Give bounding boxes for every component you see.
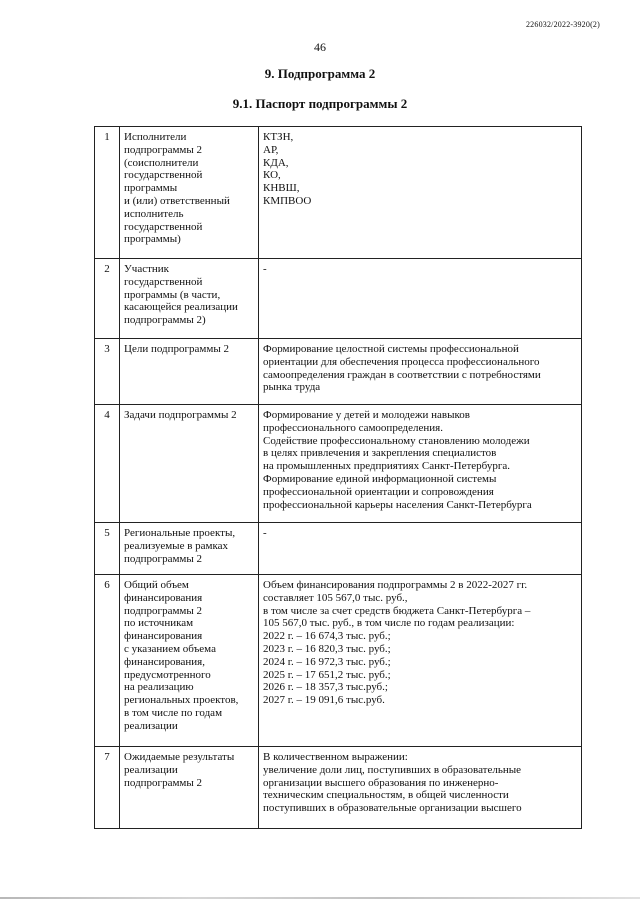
label-line: подпрограммы 2) (124, 314, 206, 327)
value-line: 2023 г. – 16 820,3 тыс. руб.; (263, 642, 391, 655)
value-line: 2027 г. – 19 091,6 тыс.руб. (263, 694, 385, 707)
label-line: Участник (124, 263, 170, 275)
table-row (95, 339, 582, 405)
label-line: финансирования, (124, 655, 205, 668)
section-subtitle: 9.1. Паспорт подпрограммы 2 (232, 96, 408, 111)
row-value (259, 127, 582, 259)
value-line: КТЗН, (263, 131, 294, 143)
row-label (120, 523, 259, 575)
label-line: подпрограммы 2 (124, 604, 203, 617)
label-line: по источникам (124, 617, 194, 630)
value-line: 105 567,0 тыс. руб., в том числе по годам реализации: (263, 617, 515, 630)
table-row (95, 575, 582, 747)
table-row (95, 127, 582, 259)
value-line: в том числе за счет средств бюджета Санкт-Петербурга – (263, 604, 531, 617)
table-row (95, 523, 582, 575)
label-line: исполнитель (124, 207, 184, 220)
value-line: поступивших в образовательные организации высшего (263, 802, 522, 815)
value-line: АР, (263, 143, 279, 156)
row-label (120, 259, 259, 339)
label-line: реализуемые в рамках (124, 539, 229, 552)
row-value (259, 575, 582, 747)
table-row (95, 747, 582, 829)
value-line: 2025 г. – 17 651,2 тыс. руб.; (263, 668, 391, 681)
value-line: 2022 г. – 16 674,3 тыс. руб.; (263, 630, 391, 643)
row-value (259, 747, 582, 829)
value-line: Формирование целостной системы профессиональной (263, 343, 519, 355)
value-line: Объем финансирования подпрограммы 2 в 2022-2027 гг. (263, 579, 528, 591)
value-line: профессиональной карьеры населения Санкт-Петербурга (263, 498, 532, 511)
value-line: рынка труда (263, 381, 321, 394)
value-line: организации высшего образования по инженерно- (263, 776, 499, 789)
passport-table (94, 126, 582, 829)
label-line: финансирования (124, 591, 203, 604)
label-line: Региональные проекты, (124, 527, 236, 539)
label-line: реализации (124, 719, 178, 732)
value-line: профессиональной ориентации и сопровождения (263, 485, 494, 498)
value-line: КО, (263, 169, 281, 182)
label-line: и (или) ответственный (124, 194, 230, 207)
row-label (120, 127, 259, 259)
value-line: Формирование единой информационной системы (263, 472, 497, 485)
label-line: Исполнители (124, 131, 187, 143)
row-label (120, 575, 259, 747)
label-line: программы (в части, (124, 288, 221, 301)
value-line: 2026 г. – 18 357,3 тыс.руб.; (263, 681, 388, 694)
label-line: в том числе по годам (124, 706, 223, 719)
row-label (120, 339, 259, 405)
row-number: 5 (95, 523, 120, 575)
label-line: подпрограммы 2 (124, 776, 203, 789)
value-line: Формирование у детей и молодежи навыков (263, 409, 470, 421)
row-value (259, 405, 582, 523)
row-value (259, 339, 582, 405)
value-line: Содействие профессиональному становлению молодежи (263, 434, 530, 447)
row-label (120, 747, 259, 829)
label-line: государственной (124, 220, 203, 233)
label-line: предусмотренного (124, 668, 211, 681)
row-number: 4 (95, 405, 120, 523)
label-line: программы (124, 182, 178, 195)
row-number: 7 (95, 747, 120, 829)
label-line: с указанием объема (124, 642, 216, 655)
row-number: 6 (95, 575, 120, 747)
section-title: 9. Подпрограмма 2 (264, 66, 376, 81)
value-line: - (263, 527, 267, 539)
label-line: государственной (124, 275, 203, 288)
value-line: КМПВОО (263, 194, 312, 207)
label-line: программы) (124, 233, 181, 246)
label-line: финансирования (124, 630, 203, 643)
value-line: ориентации для обеспечения процесса профессионального (263, 355, 540, 368)
value-line: 2024 г. – 16 972,3 тыс. руб.; (263, 655, 391, 668)
label-line: региональных проектов, (124, 694, 239, 707)
row-number: 2 (95, 259, 120, 339)
value-line: техническим специальностям, в общей численности (263, 789, 509, 802)
table-row (95, 405, 582, 523)
page-number: 46 (314, 40, 326, 54)
value-line: - (263, 263, 267, 275)
table-row (95, 259, 582, 339)
label-line: касающейся реализации (124, 301, 238, 314)
label-line: Общий объем (124, 579, 189, 591)
value-line: профессионального самоопределения. (263, 421, 443, 434)
label-line: Ожидаемые результаты (124, 751, 235, 763)
label-line: реализации (124, 763, 178, 776)
scan-edge-line (0, 897, 640, 899)
value-line: составляет 105 567,0 тыс. руб., (263, 591, 408, 604)
label-line: подпрограммы 2 (124, 552, 203, 565)
row-number: 1 (95, 127, 120, 259)
value-line: в целях привлечения и закрепления специалистов (263, 447, 497, 460)
label-line: на реализацию (124, 681, 194, 694)
value-line: КНВШ, (263, 182, 300, 195)
value-line: увеличение доли лиц, поступивших в образовательные (263, 763, 522, 776)
label-line: (соисполнители (124, 156, 199, 169)
document-number: 226032/2022-3920(2) (525, 20, 600, 29)
label-line: Цели подпрограммы 2 (124, 343, 229, 355)
row-value (259, 259, 582, 339)
row-number: 3 (95, 339, 120, 405)
row-label (120, 405, 259, 523)
value-line: В количественном выражении: (263, 751, 408, 763)
label-line: Задачи подпрограммы 2 (124, 409, 237, 421)
row-value (259, 523, 582, 575)
value-line: на промышленных предприятиях Санкт-Петербурга. (263, 460, 510, 473)
value-line: самоопределения граждан в соответствии с потребностями (263, 368, 541, 381)
label-line: подпрограммы 2 (124, 143, 203, 156)
value-line: КДА, (263, 156, 289, 169)
label-line: государственной (124, 169, 203, 182)
